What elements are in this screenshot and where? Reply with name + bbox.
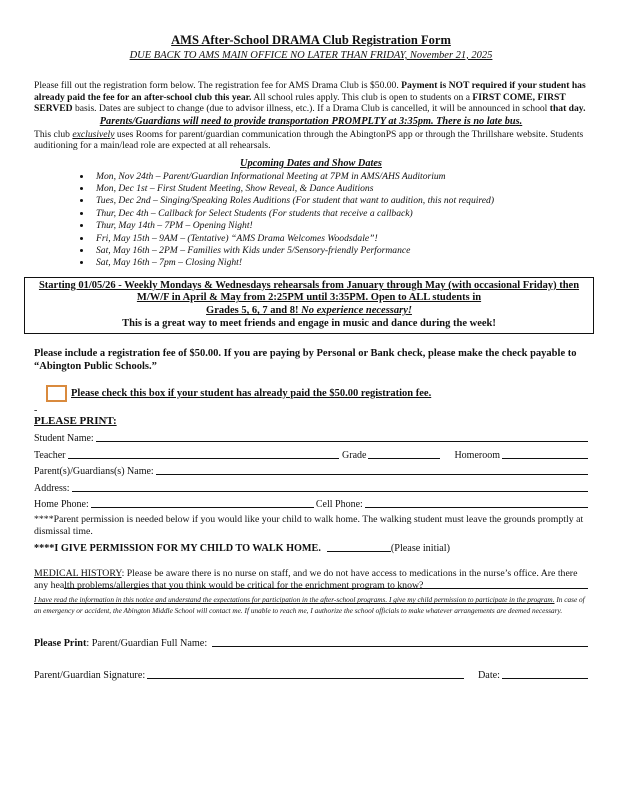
medical-history-heading: MEDICAL HISTORY bbox=[34, 568, 122, 580]
intro-text-1: Please fill out the registration form below. The registration fee for AMS Drama Club is $50.00. bbox=[34, 80, 402, 91]
list-item: • Thur, Dec 4th – Callback for Select Students (For students that receive a callback) bbox=[92, 208, 588, 220]
teacher-label: Teacher bbox=[34, 449, 66, 461]
intro-text-3: basis. Dates are subject to change (due to advisor illness, etc.). If a Drama Club is cancelled, it will be announced in school bbox=[72, 103, 550, 114]
form-title: AMS After-School DRAMA Club Registration Form bbox=[171, 33, 451, 47]
address-field[interactable] bbox=[72, 481, 588, 492]
student-name-label: Student Name: bbox=[34, 433, 94, 445]
dates-heading: Upcoming Dates and Show Dates bbox=[240, 157, 382, 169]
student-name-field[interactable] bbox=[96, 431, 588, 442]
please-print-heading: PLEASE PRINT: bbox=[34, 414, 117, 427]
signature-row bbox=[34, 665, 588, 681]
date-field[interactable] bbox=[502, 668, 588, 679]
fee-note: Please include a registration fee of $50.00. If you are paying by Personal or Bank check, please make the check payable to “Abington Public Schools.” bbox=[34, 347, 577, 372]
address-row bbox=[34, 477, 588, 494]
date-label: Date: bbox=[477, 670, 500, 682]
intro-text-2: All school rules apply. This club is open to students on a bbox=[251, 91, 473, 103]
club-info-text-a: This club bbox=[34, 128, 73, 140]
intro-payment-note: Payment is NOT required if your student has already paid the fee for an after-school club this year. bbox=[34, 80, 586, 103]
list-item: • Mon, Dec 1st – First Student Meeting, Show Reveal, & Dance Auditions bbox=[92, 183, 588, 195]
home-phone-field[interactable] bbox=[91, 497, 314, 508]
parent-full-name-row bbox=[34, 633, 588, 649]
initial-label: (Please initial) bbox=[390, 543, 451, 555]
paid-checkbox-row bbox=[46, 385, 588, 402]
grade-field[interactable] bbox=[368, 448, 440, 459]
list-item: • Sat, May 16th – 7pm – Closing Night! bbox=[92, 257, 588, 269]
rehearsal-line-3: This is a great way to meet friends and engage in music and dance during the week! bbox=[122, 317, 496, 329]
medical-history-text: : Please be aware there is no nurse on staff, and we do not have access to medications in the nurse’s office. Are there any health problems/allergies that you think would be critical for the enrichment program to know? bbox=[34, 568, 578, 591]
paid-checkbox-label: Please check this box if your student has already paid the $50.00 registration fee. bbox=[71, 387, 432, 399]
rehearsal-schedule: Starting 01/05/26 - Weekly Mondays & Wednesdays rehearsals from January through May (with occasional Friday) then M/W/F in April & May from 2:25PM until 3:35PM. Open to ALL students in bbox=[38, 279, 580, 304]
club-info-text-b: uses Rooms for parent/guardian communication through the AbingtonPS app or through the Thrillshare website. Students auditioning for a main/lead role are expected at all rehearsals. bbox=[34, 128, 584, 151]
address-label: Address: bbox=[34, 482, 70, 494]
cell-phone-label: Cell Phone: bbox=[315, 499, 363, 511]
due-date-subtitle: DUE BACK TO AMS MAIN OFFICE NO LATER THAN FRIDAY, November 21, 2025 bbox=[129, 50, 493, 61]
list-item: • Mon, Nov 24th – Parent/Guardian Informational Meeting at 7PM in AMS/AHS Auditorium bbox=[92, 171, 588, 183]
walk-permission-initial-field[interactable] bbox=[327, 541, 391, 552]
rehearsal-line-2 bbox=[29, 305, 589, 318]
intro-first-come: FIRST COME, FIRST SERVED bbox=[34, 91, 566, 114]
grade-label: Grade bbox=[342, 449, 367, 461]
consent-underlined: I have read the information in this notice and understand the expectations for participation in the after-school programs. I give my child permission to participate in the program. bbox=[34, 595, 555, 605]
walk-permission-statement: ****I GIVE PERMISSION FOR MY CHILD TO WALK HOME. bbox=[34, 543, 321, 555]
parents-row bbox=[34, 461, 588, 478]
dates-list bbox=[34, 171, 588, 270]
consent-rest: In case of an emergency or accident, the Abington Middle School will contact me. If unable to reach me, I authorize the school officials to make whatever arrangements are deemed necessary. bbox=[34, 595, 585, 615]
walk-permission-row bbox=[34, 540, 588, 554]
paid-checkbox[interactable] bbox=[46, 385, 67, 402]
list-item: • Thur, May 14th – 7PM – Opening Night! bbox=[92, 220, 588, 232]
list-item: • Sat, May 16th – 2PM – Families with Kids under 5/Sensory-friendly Performance bbox=[92, 245, 588, 257]
separator-dash: - bbox=[34, 404, 38, 416]
parents-field[interactable] bbox=[156, 464, 588, 475]
medical-history-field[interactable] bbox=[64, 588, 588, 589]
rehearsal-grades: Grades 5, 6, 7 and 8! bbox=[206, 305, 302, 317]
phone-row bbox=[34, 494, 588, 511]
parent-full-name-label bbox=[34, 638, 209, 649]
parent-full-name-field[interactable] bbox=[212, 636, 588, 647]
rehearsal-box bbox=[24, 277, 594, 334]
please-print-label: Please Print bbox=[34, 638, 87, 650]
teacher-row bbox=[34, 444, 588, 461]
intro-that-day: that day. bbox=[549, 103, 586, 114]
cell-phone-field[interactable] bbox=[365, 497, 588, 508]
homeroom-label: Homeroom bbox=[454, 449, 500, 461]
signature-field[interactable] bbox=[147, 668, 464, 679]
club-info-exclusively: exclusively bbox=[72, 128, 115, 140]
parent-full-name-text: : Parent/Guardian Full Name: bbox=[86, 638, 208, 650]
home-phone-label: Home Phone: bbox=[34, 499, 89, 511]
consent-disclaimer bbox=[34, 595, 588, 616]
homeroom-field[interactable] bbox=[502, 448, 588, 459]
rehearsal-line-1 bbox=[29, 280, 589, 305]
intro-paragraph bbox=[34, 80, 588, 115]
transport-notice: Parents/Guardians will need to provide transportation PROMPLTY at 3:35pm. There is no late bus. bbox=[99, 115, 523, 127]
club-info bbox=[34, 129, 588, 152]
no-experience-note: No experience necessary! bbox=[301, 305, 412, 317]
list-item: • Tues, Dec 2nd – Singing/Speaking Roles Auditions (For student that want to audition, this not required) bbox=[92, 195, 588, 207]
student-name-row bbox=[34, 428, 588, 445]
walk-permission-note: ****Parent permission is needed below if you would like your child to walk home. The walking student must leave the grounds promptly at dismissal time. bbox=[34, 514, 584, 538]
parents-label: Parent(s)/Guardians(s) Name: bbox=[34, 466, 154, 478]
teacher-field[interactable] bbox=[68, 448, 340, 459]
list-item: • Fri, May 15th – 9AM – (Tentative) “AMS Drama Welcomes Woodsdale”! bbox=[92, 233, 588, 245]
signature-label: Parent/Guardian Signature: bbox=[34, 670, 146, 682]
